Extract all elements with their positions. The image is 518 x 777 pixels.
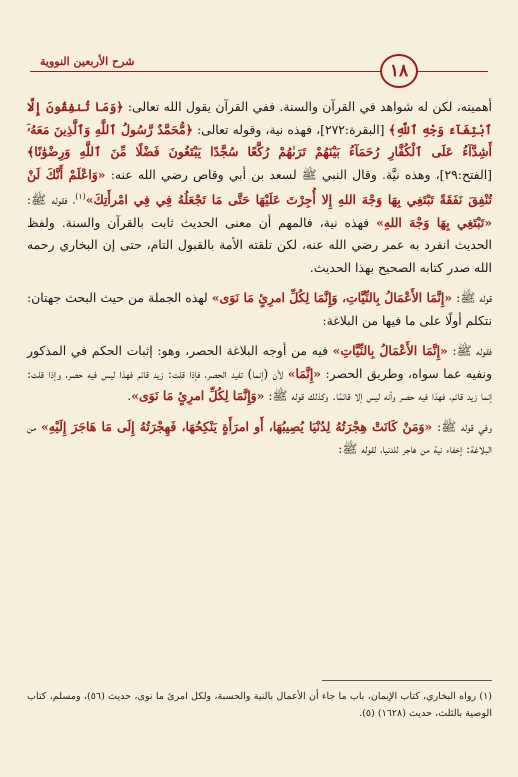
text-segment: فيه من أوجه البلاغة الحصر، وهو: إثبات الحكم في المذكور ونفيه عما سواه، وطريق الحصر: <box>27 343 492 381</box>
hadith-quote: «تَبْتَغِي بِهَا وَجْهَ اللهِ» <box>376 214 492 230</box>
hadith-quote: «إِنَّمَا» <box>287 365 322 381</box>
page-number-badge: ١٨ <box>380 54 418 88</box>
body-text <box>27 96 492 465</box>
page-header <box>30 50 488 80</box>
running-title: شرح الأربعين النووية <box>34 55 140 68</box>
paragraph-4 <box>27 416 492 461</box>
text-segment: لهذه الجملة من حيث البحث جهتان: نتكلم أولًا على ما فيها من البلاغة: <box>27 290 492 328</box>
header-rule <box>30 71 488 72</box>
text-segment: [الفتح:٢٩]، وهذه نيَّة. وقال النبي ﷺ لسعد بن أبي وقاص رضي الله عنه: <box>105 166 492 182</box>
text-segment: قوله ﷺ: <box>452 290 493 306</box>
hadith-quote: «وَمَنْ كَانَتْ هِجْرَتُهُ لِدُنْيَا يُصِيبُهَا، أَو امرَأَةٍ يَنْكِحُهَا، فَهِجْرَتُهُ إِلَى مَا هَاجَرَ إِلَيْهِ» <box>41 418 433 434</box>
hadith-quote: «وَاعْلَمْ أَنَّكَ لَنْ تُنْفِقَ نَفَقَةً تَبْتَغِي بِهَا وَجْهَ اللهِ إِلا أُجِرْتَ عَلَيْهَا حَتَّى مَا تَجْعَلُهُ فِي فِي امْرأَتِكَ» <box>27 166 492 208</box>
text-segment: . <box>127 388 132 404</box>
text-segment: أهميته، لكن له شواهد في القرآن والسنة. ففي القرآن يقول الله تعالى: <box>123 99 492 114</box>
quran-verse: ﴿وَمَا تُنفِقُونَ إِلَّا ٱبْتِغَآءَ وَجْهِ ٱللَّهِ﴾ <box>27 99 492 137</box>
footnote-ref[interactable]: (١) <box>75 192 86 201</box>
hadith-quote: «إِنَّمَا الأَعْمَالُ بِالنِّيَّاتِ» <box>332 343 448 359</box>
text-segment: من البلاغة: إخفاء نية من هاجر للدنيا، لقوله ﷺ: <box>27 418 492 457</box>
paragraph-3 <box>27 340 492 408</box>
footnote-text: (١) رواه البخاري، كتاب الإيمان، باب ما جاء أن الأعمال بالنية والحسبة، ولكل امرئ ما نوى، حديث (٥٦)، ومسلم، كتاب الوصية بالثلث، حديث (١٦٢٨) (٥). <box>27 691 492 719</box>
quran-verse: ﴿مُّحَمَّدٌ رَّسُولُ ٱللَّهِ وَٱلَّذِينَ مَعَهُۥٓ أَشِدَّآءُ عَلَى ٱلْكُفَّارِ رُحَمَآءُ بَيْنَهُمْ تَرَىٰهُمْ رُكَّعًا سُجَّدًا يَبْتَغُونَ فَضْلًا مِّنَ ٱللَّهِ وَرِضْوَٰنًا﴾ <box>27 121 492 159</box>
footnote <box>27 688 492 722</box>
text-segment: [البقرة:٢٧٢]، فهذه نية، وقوله تعالى: <box>192 121 389 137</box>
hadith-quote: «إِنَّمَا الأَعْمَالُ بِالنِّيَّاتِ، وَإِنَّمَا لِكُلِّ امرِئٍ مَا نَوَى» <box>211 290 453 306</box>
paragraph-1 <box>27 96 492 279</box>
text-segment: فهذه نية، فالمهم أن معنى الحديث ثابت بالقرآن والسنة. ولفظ الحديث انفرد به عمر رضي الله عنه، لكن تلقته الأمة بالقبول التام، حتى إن البخاري رحمه الله صدر كتابه الصحيح بهذا الحديث. <box>27 214 492 275</box>
text-segment: وفي قوله ﷺ: <box>432 418 492 434</box>
footnote-rule <box>322 680 492 681</box>
hadith-quote: «وَإِنَّمَا لِكُلِّ امرِئٍ مَا نَوَى» <box>131 388 265 404</box>
text-segment: ، فقوله ﷺ: <box>27 192 76 208</box>
text-segment: لأن (إنما) تفيد الحصر، فإذا قلت: زيد قائم فهذا ليس فيه حصر، وإذا قلت: إنما زيد قائم، فهذا فيه حصر وأنه ليس إلا قائمًا. وكذلك قوله ﷺ: <box>27 365 492 404</box>
paragraph-2 <box>27 287 492 332</box>
text-segment: فقوله ﷺ: <box>447 343 492 359</box>
